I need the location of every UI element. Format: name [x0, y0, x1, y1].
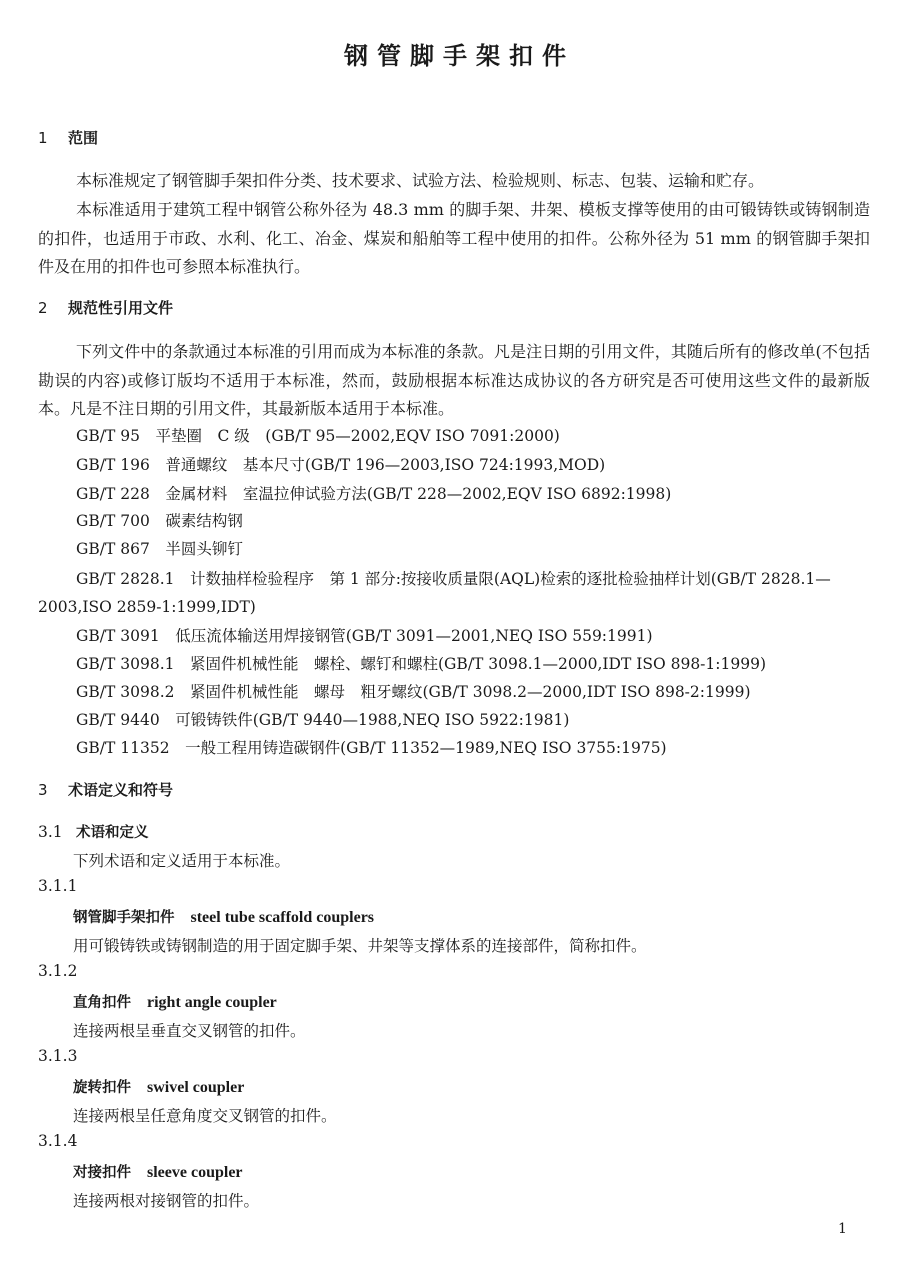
term-definition: 连接两根呈任意角度交叉钢管的扣件。 [73, 1107, 337, 1125]
term-en: right angle coupler [147, 994, 277, 1011]
term-number: 3.1.1 [38, 877, 78, 895]
term-number: 3.1.3 [38, 1047, 78, 1065]
section-title: 规范性引用文件 [68, 299, 174, 317]
term-en: steel tube scaffold couplers [190, 909, 375, 926]
term-zh: 钢管脚手架扣件 [73, 910, 175, 926]
reference-item: GB/T 95 平垫圈 C 级 (GB/T 95—2002,EQV ISO 7091:2000) [76, 427, 560, 445]
reference-item: GB/T 228 金属材料 室温拉伸试验方法(GB/T 228—2002,EQV ISO 6892:1998) [76, 485, 672, 503]
scope-paragraph-2: 本标准适用于建筑工程中钢管公称外径为 48.3 mm 的脚手架、井架、模板支撑等使用的由可锻铸铁或铸钢制造的扣件，也适用于市政、水利、化工、冶金、煤炭和船舶等工程中使用的扣件。公称外径为 51 mm 的钢管脚手架扣件及在用的扣件也可参照本标准执行。 [38, 200, 870, 276]
section-number: 3 [38, 781, 48, 799]
section-title: 范围 [68, 129, 99, 147]
term-number: 3.1.2 [38, 962, 78, 980]
term-zh: 旋转扣件 [73, 1080, 131, 1096]
subsection-3-1-heading [38, 821, 149, 842]
reference-item: GB/T 9440 可锻铸铁件(GB/T 9440—1988,NEQ ISO 5922:1981) [76, 711, 570, 729]
scope-paragraph-1: 本标准规定了钢管脚手架扣件分类、技术要求、试验方法、检验规则、标志、包装、运输和贮存。 [76, 171, 765, 190]
term-heading [73, 1076, 244, 1097]
term-number: 3.1.4 [38, 1132, 78, 1150]
reference-item: GB/T 3098.2 紧固件机械性能 螺母 粗牙螺纹(GB/T 3098.2—2000,IDT ISO 898-2:1999) [76, 683, 751, 701]
section-3-heading [38, 779, 173, 800]
subsection-number: 3.1 [38, 823, 63, 841]
page-number: 1 [838, 1221, 847, 1237]
terms-intro: 下列术语和定义适用于本标准。 [73, 852, 291, 870]
reference-item: GB/T 700 碳素结构钢 [76, 512, 243, 530]
term-heading [73, 991, 277, 1012]
section-number: 1 [38, 129, 48, 147]
term-zh: 直角扣件 [73, 995, 131, 1011]
term-en: swivel coupler [147, 1079, 245, 1096]
term-definition: 连接两根呈垂直交叉钢管的扣件。 [73, 1022, 306, 1040]
term-definition: 用可锻铸铁或铸钢制造的用于固定脚手架、井架等支撑体系的连接部件，简称扣件。 [73, 937, 647, 955]
section-number: 2 [38, 299, 48, 317]
reference-item: GB/T 3098.1 紧固件机械性能 螺栓、螺钉和螺柱(GB/T 3098.1—2000,IDT ISO 898-1:1999) [76, 655, 767, 673]
term-definition: 连接两根对接钢管的扣件。 [73, 1192, 260, 1210]
subsection-title: 术语和定义 [76, 825, 149, 841]
reference-item: GB/T 11352 一般工程用铸造碳钢件(GB/T 11352—1989,NEQ ISO 3755:1975) [76, 739, 667, 757]
term-heading [73, 906, 374, 927]
reference-item: GB/T 3091 低压流体输送用焊接钢管(GB/T 3091—2001,NEQ ISO 559:1991) [76, 627, 653, 645]
section-title: 术语定义和符号 [68, 781, 174, 799]
term-heading [73, 1161, 243, 1182]
reference-item: GB/T 867 半圆头铆钉 [76, 540, 243, 558]
document-title: 钢管脚手架扣件 [344, 42, 575, 70]
references-intro: 下列文件中的条款通过本标准的引用而成为本标准的条款。凡是注日期的引用文件，其随后所有的修改单(不包括勘误的内容)或修订版均不适用于本标准，然而，鼓励根据本标准达成协议的各方研究是否可使用这些文件的最新版本。凡是不注日期的引用文件，其最新版本适用于本标准。 [38, 342, 870, 418]
term-en: sleeve coupler [147, 1164, 243, 1181]
reference-item: GB/T 2828.1 计数抽样检验程序 第 1 部分:按接收质量限(AQL)检索的逐批检验抽样计划(GB/T 2828.1—2003,ISO 2859-1:1999,IDT) [38, 570, 831, 616]
reference-item: GB/T 196 普通螺纹 基本尺寸(GB/T 196—2003,ISO 724:1993,MOD) [76, 456, 606, 474]
section-2-heading [38, 297, 173, 318]
section-1-heading [38, 127, 98, 148]
term-zh: 对接扣件 [73, 1165, 131, 1181]
